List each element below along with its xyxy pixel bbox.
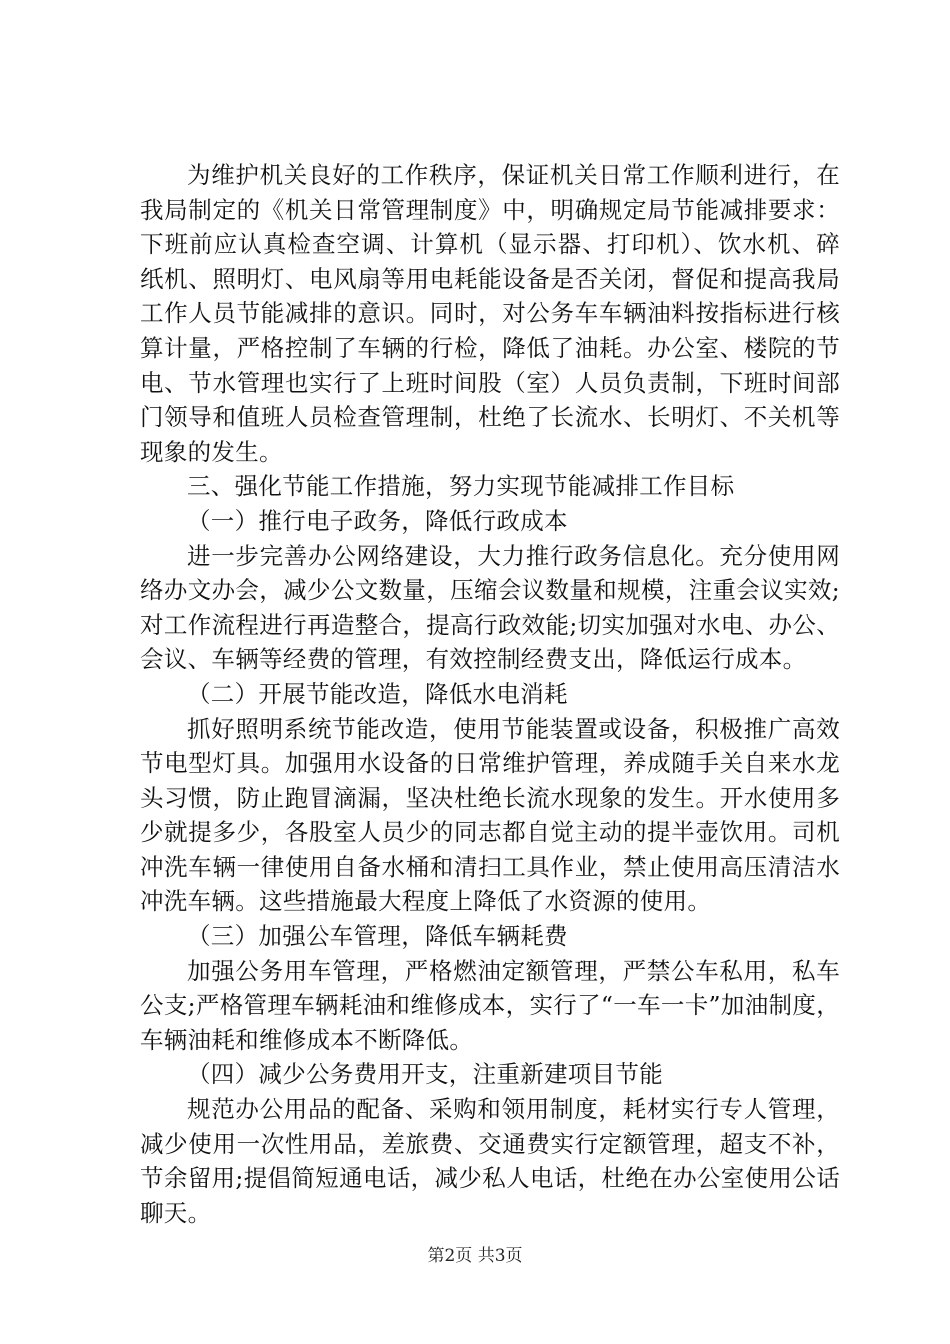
paragraph-body: 规范办公用品的配备、采购和领用制度，耗材实行专人管理，减少使用一次性用品，差旅费、交通费实行定额管理，超支不补，节余留用;提倡简短通电话，减少私人电话，杜绝在办公室使用公话聊天。 [140, 1095, 840, 1227]
paragraph-body: 加强公务用车管理，严格燃油定额管理，严禁公车私用，私车公支;严格管理车辆耗油和维修成本，实行了“一车一卡”加油制度，车辆油耗和维修成本不断降低。 [140, 956, 840, 1054]
subsection-heading: （一）推行电子政务，降低行政成本 [187, 506, 568, 535]
paragraph-body: 进一步完善办公网络建设，大力推行政务信息化。充分使用网络办文办会，减少公文数量，压缩会议数量和规模，注重会议实效;对工作流程进行再造整合，提高行政效能;切实加强对水电、办公、会议、车辆等经费的管理，有效控制经费支出，降低运行成本。 [140, 541, 840, 674]
paragraph-body: 抓好照明系统节能改造，使用节能装置或设备，积极推广高效节电型灯具。加强用水设备的日常维护管理，养成随手关自来水龙头习惯，防止跑冒滴漏，坚决杜绝长流水现象的发生。开水使用多少就提多少，各股室人员少的同志都自觉主动的提半壶饮用。司机冲洗车辆一律使用自备水桶和清扫工具作业，禁止使用高压清洁水冲洗车辆。这些措施最大程度上降低了水资源的使用。 [140, 714, 840, 916]
page-number-footer: 第2页 共3页 [427, 1246, 523, 1266]
subsection-heading: （四）减少公务费用开支，注重新建项目节能 [187, 1060, 663, 1089]
subsection-heading: （三）加强公车管理，降低车辆耗费 [187, 922, 568, 951]
paragraph-body: 为维护机关良好的工作秩序，保证机关日常工作顺利进行，在我局制定的《机关日常管理制度》中，明确规定局节能减排要求：下班前应认真检查空调、计算机（显示器、打印机）、饮水机、碎纸机、照明灯、电风扇等用电耗能设备是否关闭，督促和提高我局工作人员节能减排的意识。同时，对公务车车辆油料按指标进行核算计量，严格控制了车辆的行检，降低了油耗。办公室、楼院的节电、节水管理也实行了上班时间股（室）人员负责制，下班时间部门领导和值班人员检查管理制，杜绝了长流水、长明灯、不关机等现象的发生。 [140, 161, 840, 466]
section-heading: 三、强化节能工作措施，努力实现节能减排工作目标 [187, 472, 735, 501]
subsection-heading: （二）开展节能改造，降低水电消耗 [187, 679, 568, 708]
document-body [140, 158, 840, 1230]
